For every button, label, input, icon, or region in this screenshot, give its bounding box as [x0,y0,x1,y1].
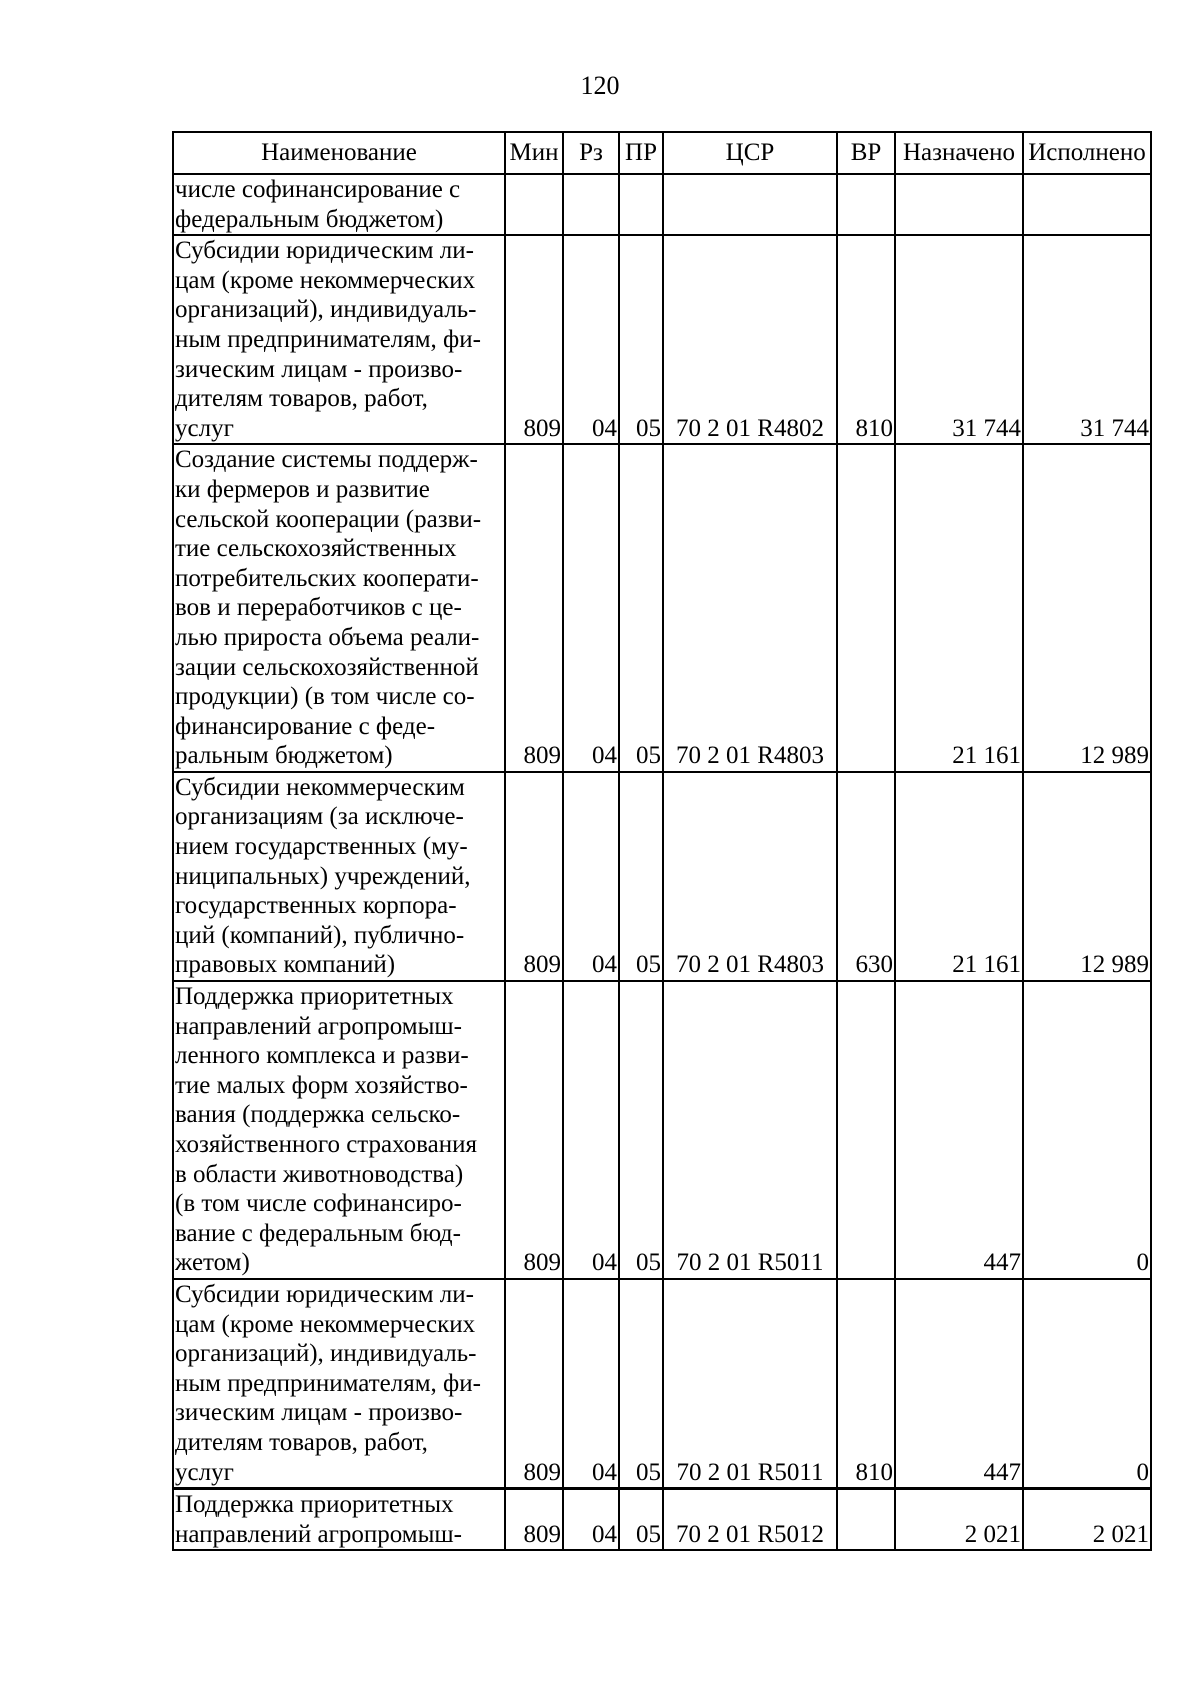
budget-table [172,131,1152,1551]
row-name: Поддержка приоритетных направлений агропромыш- ленного комплекса и разви- тие малых форм хозяйство- вания (поддержка сельско- хозяйственного страхования в области животноводства) (в том числе софинансиро- вание с федеральным бюд- жетом) [173,981,505,1279]
row-vr [837,174,895,235]
row-min: 809 [505,1279,563,1489]
header-rz: Рз [563,132,619,174]
row-vr: 810 [837,1279,895,1489]
table-row [173,444,1151,772]
table-row [173,235,1151,444]
row-rz: 04 [563,235,619,444]
row-assigned: 31 744 [895,235,1023,444]
row-assigned: 2 021 [895,1489,1023,1551]
row-executed: 12 989 [1023,772,1151,981]
row-vr: 630 [837,772,895,981]
row-pr: 05 [619,1279,663,1489]
table-row [173,1489,1151,1551]
row-name: Субсидии юридическим ли- цам (кроме некоммерческих организаций), индивидуаль- ным предпринимателям, фи- зическим лицам - произво- дителям товаров, работ, услуг [173,235,505,444]
row-vr: 810 [837,235,895,444]
row-assigned [895,174,1023,235]
row-csr: 70 2 01 R4803 [663,772,837,981]
row-csr: 70 2 01 R5011 [663,1279,837,1489]
row-executed: 0 [1023,981,1151,1279]
row-assigned: 21 161 [895,772,1023,981]
table-row [173,1279,1151,1489]
row-executed: 0 [1023,1279,1151,1489]
row-pr: 05 [619,772,663,981]
row-rz: 04 [563,1279,619,1489]
row-min [505,174,563,235]
row-assigned: 447 [895,1279,1023,1489]
header-vr: ВР [837,132,895,174]
row-csr: 70 2 01 R5012 [663,1489,837,1551]
header-assigned: Назначено [895,132,1023,174]
row-rz: 04 [563,444,619,772]
row-name: Субсидии юридическим ли- цам (кроме некоммерческих организаций), индивидуаль- ным предпринимателям, фи- зическим лицам - произво- дителям товаров, работ, услуг [173,1279,505,1489]
row-rz: 04 [563,772,619,981]
row-pr: 05 [619,981,663,1279]
row-name: Создание системы поддерж- ки фермеров и развитие сельской кооперации (разви- тие сельскохозяйственных потребительских кооперати- вов и переработчиков с це- лью прироста объема реали- зации сельскохозяйственной продукции) (в том числе со- финансирование с феде- ральным бюджетом) [173,444,505,772]
header-csr: ЦСР [663,132,837,174]
header-pr: ПР [619,132,663,174]
row-rz: 04 [563,1489,619,1551]
row-executed: 31 744 [1023,235,1151,444]
header-name: Наименование [173,132,505,174]
table-row [173,772,1151,981]
row-executed: 12 989 [1023,444,1151,772]
row-vr [837,444,895,772]
table-row [173,981,1151,1279]
row-pr: 05 [619,1489,663,1551]
row-csr: 70 2 01 R5011 [663,981,837,1279]
page-number: 120 [580,71,620,100]
row-assigned: 447 [895,981,1023,1279]
row-pr: 05 [619,444,663,772]
row-min: 809 [505,444,563,772]
row-min: 809 [505,772,563,981]
table-row [173,174,1151,235]
row-name: Субсидии некоммерческим организациям (за исключе- нием государственных (му- ниципальных) учреждений, государственных корпора- ций (компаний), публично- правовых компаний) [173,772,505,981]
row-executed: 2 021 [1023,1489,1151,1551]
header-min: Мин [505,132,563,174]
row-csr [663,174,837,235]
row-vr [837,1489,895,1551]
row-pr: 05 [619,235,663,444]
row-executed [1023,174,1151,235]
row-rz [563,174,619,235]
row-csr: 70 2 01 R4802 [663,235,837,444]
row-rz: 04 [563,981,619,1279]
row-pr [619,174,663,235]
header-row [173,132,1151,174]
row-min: 809 [505,1489,563,1551]
row-min: 809 [505,981,563,1279]
header-executed: Исполнено [1023,132,1151,174]
row-min: 809 [505,235,563,444]
row-assigned: 21 161 [895,444,1023,772]
row-vr [837,981,895,1279]
row-csr: 70 2 01 R4803 [663,444,837,772]
row-name: числе софинансирование с федеральным бюджетом) [173,174,505,235]
row-name: Поддержка приоритетных направлений агропромыш- [173,1489,505,1551]
